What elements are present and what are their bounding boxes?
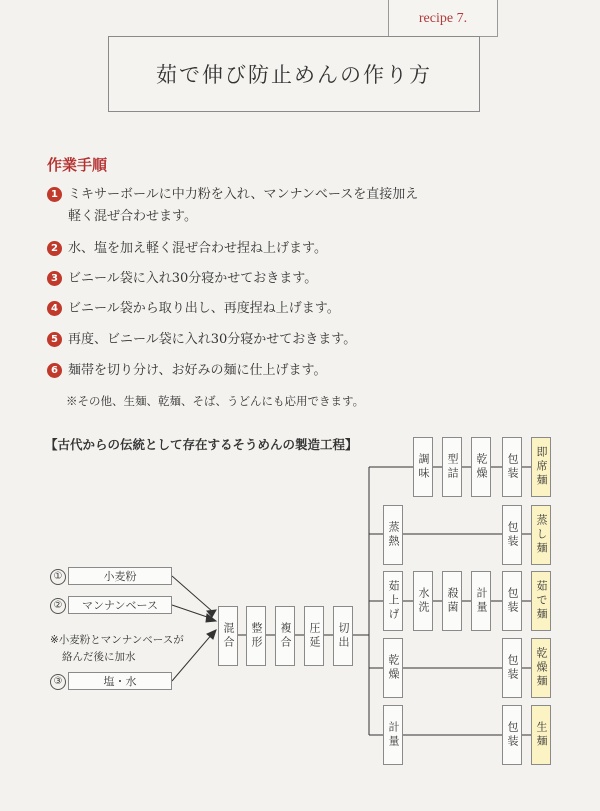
input-salt-water: 塩・水 bbox=[68, 672, 172, 690]
step-sterilizing: 殺菌 bbox=[442, 571, 462, 631]
applications-note: ※その他、生麺、乾麺、そば、うどんにも応用できます。 bbox=[66, 394, 365, 408]
step-text: ビニール袋に入れ30分寝かせておきます。 bbox=[68, 271, 318, 286]
steps-heading: 作業手順 bbox=[47, 156, 108, 174]
step-compounding: 複合 bbox=[275, 606, 295, 666]
step-packaging: 包装 bbox=[502, 638, 522, 698]
input-note-line-2: 絡んだ後に加水 bbox=[62, 651, 136, 663]
step-drying: 乾燥 bbox=[471, 437, 491, 497]
step-text: 再度、ビニール袋に入れ30分寝かせておきます。 bbox=[68, 332, 357, 347]
product-instant-noodles: 即席麺 bbox=[531, 437, 551, 497]
product-boiled-noodles: 茹で麺 bbox=[531, 571, 551, 631]
step-packaging: 包装 bbox=[502, 505, 522, 565]
step-rolling: 圧延 bbox=[304, 606, 324, 666]
input-flour: 小麦粉 bbox=[68, 567, 172, 585]
step-number-badge: 5 bbox=[47, 332, 62, 347]
input-note-line-1: ※小麦粉とマンナンベースが bbox=[50, 634, 184, 646]
step-drying: 乾燥 bbox=[383, 638, 403, 698]
step-steaming: 蒸熱 bbox=[383, 505, 403, 565]
step-cutting: 切出 bbox=[333, 606, 353, 666]
input-number-1: ① bbox=[50, 569, 66, 585]
step-seasoning: 調味 bbox=[413, 437, 433, 497]
step-packaging: 包装 bbox=[502, 571, 522, 631]
step-shaping: 整形 bbox=[246, 606, 266, 666]
product-steamed-noodles: 蒸し麺 bbox=[531, 505, 551, 565]
step-boiling: 茹上げ bbox=[383, 571, 403, 631]
step-number-badge: 6 bbox=[47, 363, 62, 378]
step-text: 麺帯を切り分け、お好みの麺に仕上げます。 bbox=[68, 363, 327, 378]
step-number-badge: 2 bbox=[47, 241, 62, 256]
step-packaging: 包装 bbox=[502, 705, 522, 765]
step-text: ミキサーボールに中力粉を入れ、マンナンベースを直接加え bbox=[68, 187, 419, 202]
step-washing: 水洗 bbox=[413, 571, 433, 631]
step-weighing: 計量 bbox=[383, 705, 403, 765]
step-text: 水、塩を加え軽く混ぜ合わせ捏ね上げます。 bbox=[68, 241, 327, 256]
step-mixing: 混合 bbox=[218, 606, 238, 666]
step-molding: 型詰 bbox=[442, 437, 462, 497]
step-number-badge: 1 bbox=[47, 187, 62, 202]
process-heading: 【古代からの伝統として存在するそうめんの製造工程】 bbox=[45, 437, 358, 452]
step-text-continued: 軽く混ぜ合わせます。 bbox=[68, 209, 197, 224]
step-text: ビニール袋から取り出し、再度捏ね上げます。 bbox=[68, 301, 340, 316]
step-number-badge: 3 bbox=[47, 271, 62, 286]
arrowhead-3 bbox=[207, 630, 216, 639]
input-number-3: ③ bbox=[50, 674, 66, 690]
recipe-number-tab: recipe 7. bbox=[388, 0, 498, 37]
input-note bbox=[50, 632, 184, 666]
page-title: 茹で伸び防止めんの作り方 bbox=[108, 36, 480, 112]
step-packaging: 包装 bbox=[502, 437, 522, 497]
step-weighing: 計量 bbox=[471, 571, 491, 631]
input-number-2: ② bbox=[50, 598, 66, 614]
product-dried-noodles: 乾燥麺 bbox=[531, 638, 551, 698]
step-number-badge: 4 bbox=[47, 301, 62, 316]
product-fresh-noodles: 生麺 bbox=[531, 705, 551, 765]
input-mannan-base: マンナンベース bbox=[68, 596, 172, 614]
